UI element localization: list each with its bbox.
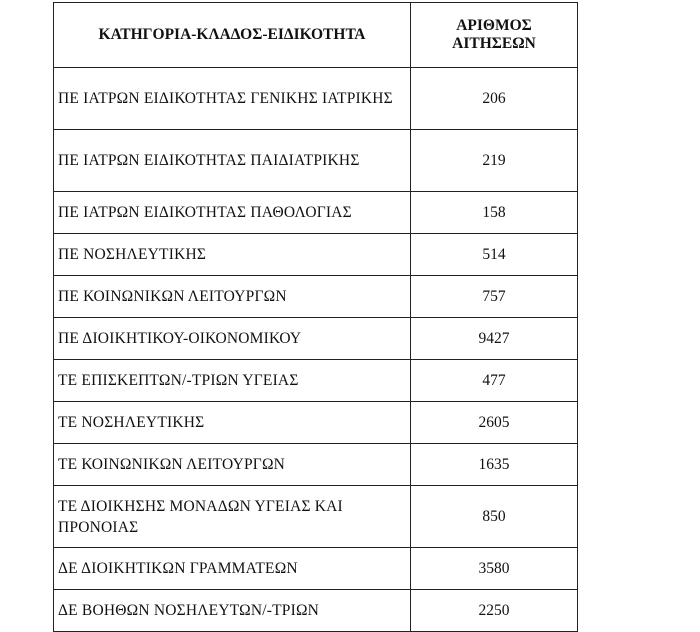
- category-cell: ΔΕ ΒΟΗΘΩΝ ΝΟΣΗΛΕΥΤΩΝ/-ΤΡΙΩΝ: [54, 590, 411, 632]
- table-row: [54, 192, 578, 234]
- count-cell: 158: [411, 192, 578, 234]
- table-row: [54, 402, 578, 444]
- category-cell: ΠΕ ΝΟΣΗΛΕΥΤΙΚΗΣ: [54, 234, 411, 276]
- category-cell: ΤΕ ΚΟΙΝΩΝΙΚΩΝ ΛΕΙΤΟΥΡΓΩΝ: [54, 444, 411, 486]
- table-row: [54, 130, 578, 192]
- table-row: [54, 68, 578, 130]
- header-category: ΚΑΤΗΓΟΡΙΑ-ΚΛΑΔΟΣ-ΕΙΔΙΚΟΤΗΤΑ: [54, 3, 411, 68]
- table-row: [54, 276, 578, 318]
- table-row: [54, 360, 578, 402]
- header-count: [411, 3, 578, 68]
- table-row: [54, 444, 578, 486]
- category-cell: ΠΕ ΔΙΟΙΚΗΤΙΚΟΥ-ΟΙΚΟΝΟΜΙΚΟΥ: [54, 318, 411, 360]
- table-row: [54, 590, 578, 632]
- header-count-line1: ΑΡΙΘΜΟΣ: [456, 17, 532, 34]
- count-cell: 850: [411, 486, 578, 548]
- table-row: [54, 548, 578, 590]
- header-count-line2: ΑΙΤΗΣΕΩΝ: [452, 35, 536, 52]
- category-cell: ΠΕ ΚΟΙΝΩΝΙΚΩΝ ΛΕΙΤΟΥΡΓΩΝ: [54, 276, 411, 318]
- table-row: [54, 318, 578, 360]
- category-cell: ΠΕ ΙΑΤΡΩΝ ΕΙΔΙΚΟΤΗΤΑΣ ΠΑΘΟΛΟΓΙΑΣ: [54, 192, 411, 234]
- category-cell: ΤΕ ΝΟΣΗΛΕΥΤΙΚΗΣ: [54, 402, 411, 444]
- count-cell: 9427: [411, 318, 578, 360]
- table-header-row: [54, 3, 578, 68]
- count-cell: 3580: [411, 548, 578, 590]
- category-cell: ΠΕ ΙΑΤΡΩΝ ΕΙΔΙΚΟΤΗΤΑΣ ΠΑΙΔΙΑΤΡΙΚΗΣ: [54, 130, 411, 192]
- category-cell: ΠΕ ΙΑΤΡΩΝ ΕΙΔΙΚΟΤΗΤΑΣ ΓΕΝΙΚΗΣ ΙΑΤΡΙΚΗΣ: [54, 68, 411, 130]
- count-cell: 206: [411, 68, 578, 130]
- count-cell: 477: [411, 360, 578, 402]
- category-cell: ΤΕ ΕΠΙΣΚΕΠΤΩΝ/-ΤΡΙΩΝ ΥΓΕΙΑΣ: [54, 360, 411, 402]
- table-row: [54, 486, 578, 548]
- count-cell: 219: [411, 130, 578, 192]
- category-cell: ΔΕ ΔΙΟΙΚΗΤΙΚΩΝ ΓΡΑΜΜΑΤΕΩΝ: [54, 548, 411, 590]
- category-cell: ΤΕ ΔΙΟΙΚΗΣΗΣ ΜΟΝΑΔΩΝ ΥΓΕΙΑΣ ΚΑΙ ΠΡΟΝΟΙΑΣ: [54, 486, 411, 548]
- count-cell: 2605: [411, 402, 578, 444]
- count-cell: 514: [411, 234, 578, 276]
- table-row: [54, 234, 578, 276]
- count-cell: 2250: [411, 590, 578, 632]
- applications-table: [53, 2, 578, 632]
- count-cell: 757: [411, 276, 578, 318]
- count-cell: 1635: [411, 444, 578, 486]
